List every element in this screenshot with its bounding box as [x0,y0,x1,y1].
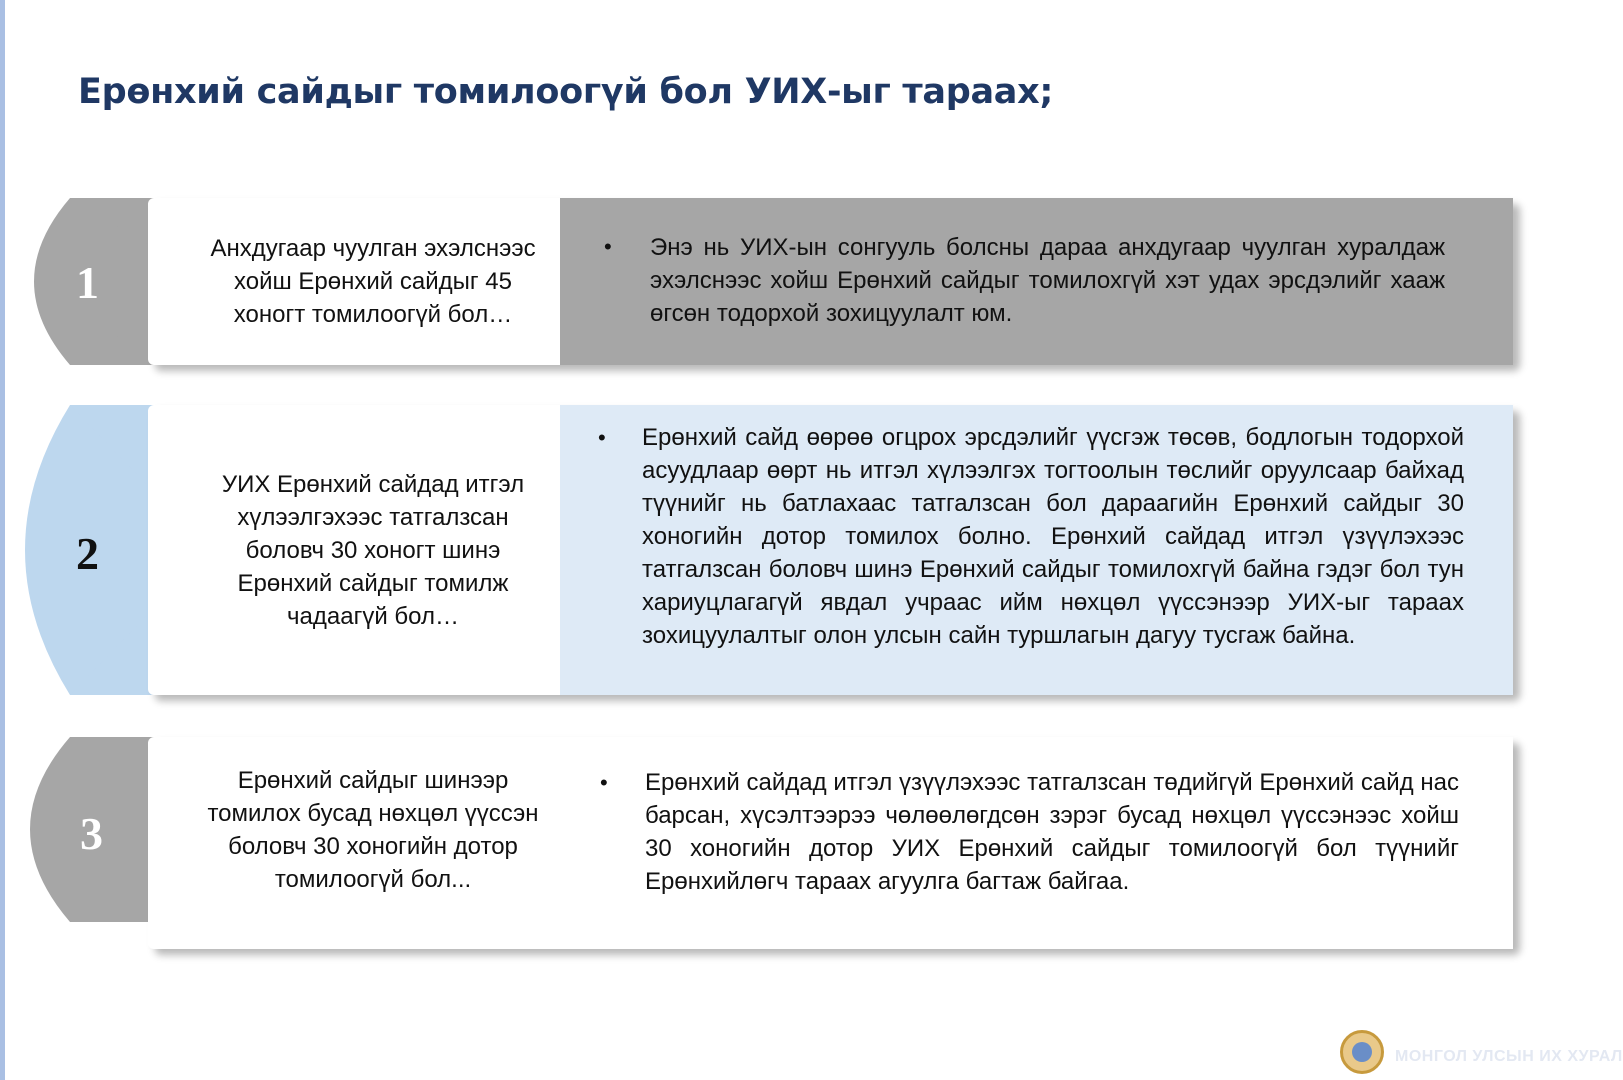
row-2-number: 2 [76,528,99,579]
row-1 [0,198,1595,365]
row-1-number: 1 [76,257,99,308]
row-2-bullet: • [598,425,606,450]
row-3-condition [148,737,558,949]
row-2-description: Ерөнхий сайд өөрөө огцрох эрсдэлийг үүсгэж төсөв, бодлогын тодорхой асуудлаар өөрт нь итгэл хүлээлгэх тогтоолын төслийг оруулсаар байхад түүнийг нь батлахаас татгалзсан бол дараагийн Ерөнхий сайдыг 30 хоногийн дотор томилох болно. Ерөнхий сайдад итгэл үзүүлэхээс татгалзсан боловч шинэ Ерөнхий сайдыг томилохгүй байна гэдэг бол тун хариуцлагагүй явдал учраас ийм нөхцөл үүссэнээр УИХ-ыг тараах зохицуулалтыг олон улсын сайн туршлагын дагуу тусгаж байна. [642,424,1464,649]
footer-org-name: МОНГОЛ УЛСЫН ИХ ХУРАЛ [1395,1048,1623,1065]
row-2-condition [148,405,558,695]
row-3-card [148,737,1513,949]
row-3-description-panel [560,737,1513,949]
row-1-bullet: • [604,234,612,259]
row-2-card [148,405,1513,695]
row-1-description: Энэ нь УИХ-ын сонгууль болсны дараа анхдугаар чуулган хуралдаж эхэлснээс хойш Ерөнхий сайдыг томилохгүй хэт удах эрсдэлийг хааж өгсөн тодорхой зохицуулалт юм. [650,234,1445,327]
row-2-description-panel [560,405,1513,695]
row-3-number: 3 [80,808,103,859]
parliament-emblem-icon [1340,1030,1384,1074]
slide-title: Ерөнхий сайдыг томилоогүй бол УИХ-ыг тараах; [78,72,1054,112]
row-1-card [148,198,1513,365]
row-2-condition-text: УИХ Ерөнхий сайдад итгэл хүлээлгэхээс татгалзсан боловч 30 хоногт шинэ Ерөнхий сайдыг томилж чадаагүй бол… [221,470,525,630]
row-3 [0,737,1595,949]
row-3-bullet: • [600,770,608,795]
row-1-condition [148,198,558,365]
row-1-description-panel [560,198,1513,365]
row-1-condition-text: Анхдугаар чуулган эхэлснээс хойш Ерөнхий сайдыг 45 хоногт томилоогүй бол… [210,235,536,328]
row-3-description: Ерөнхий сайдад итгэл үзүүлэхээс татгалзсан төдийгүй Ерөнхий сайд нас барсан, хүсэлтээрээ чөлөөлөгдсөн зэрэг бусад нөхцөл үүссэнээс хойш 30 хоногийн дотор УИХ Ерөнхий сайдыг томилоогүй бол түүнийг Ерөнхийлөгч тараах агуулга багтаж байгаа. [645,769,1459,895]
row-3-condition-text: Ерөнхий сайдыг шинээр томилох бусад нөхцөл үүссэн боловч 30 хоногийн дотор томилоогүй бол... [207,767,539,893]
row-2 [0,405,1595,695]
